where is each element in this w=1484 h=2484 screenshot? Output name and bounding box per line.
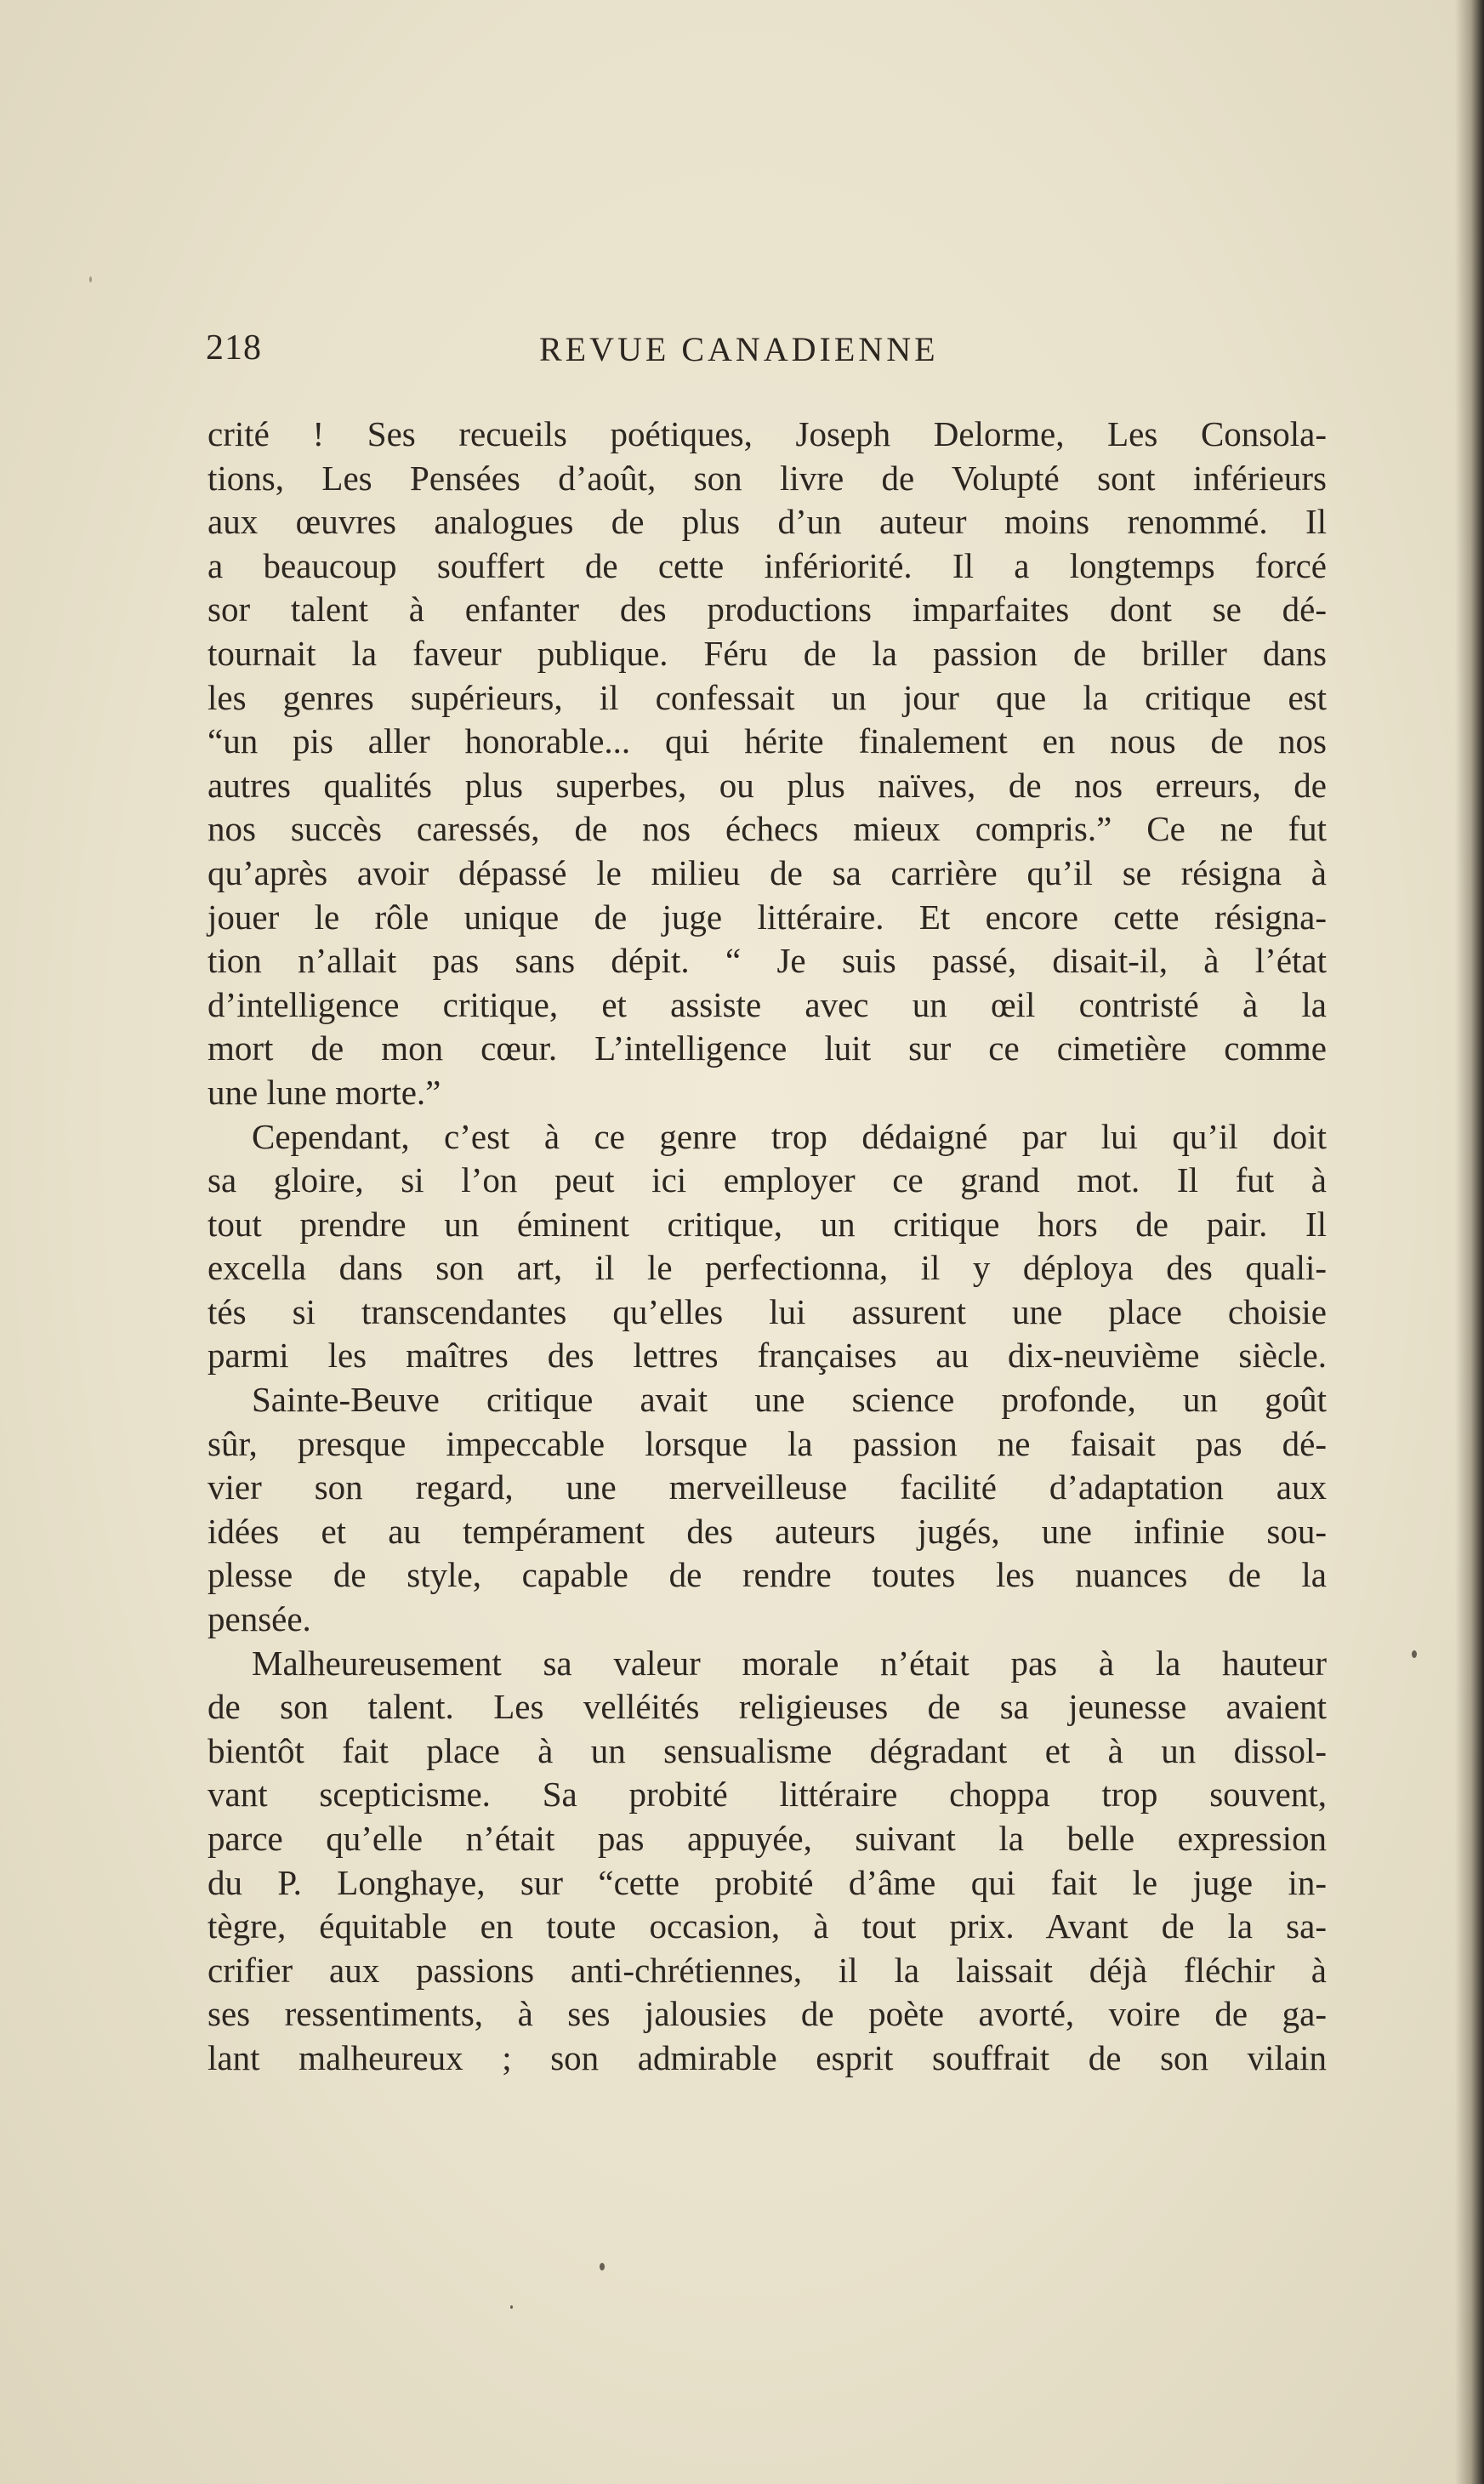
text-line: d’intelligence critique, et assiste avec un œil contristé à la	[208, 984, 1327, 1024]
text-line: une lune morte.”	[208, 1072, 441, 1112]
text-line: a beaucoup souffert de cette infériorité. Il a longtemps forcé	[208, 545, 1327, 585]
text-line: vier son regard, une merveilleuse facilité d’adaptation aux	[208, 1467, 1327, 1507]
text-line: tout prendre un éminent critique, un critique hors de pair. Il	[208, 1204, 1327, 1244]
text-line: mort de mon cœur. L’intelligence luit sur ce cimetière comme	[208, 1028, 1327, 1068]
text-line: aux œuvres analogues de plus d’un auteur moins renommé. Il	[208, 502, 1327, 542]
text-line: nos succès caressés, de nos échecs mieux compris.” Ce ne fut	[208, 809, 1327, 849]
text-line: sûr, presque impeccable lorsque la passion ne faisait pas dé-	[208, 1423, 1327, 1463]
text-line: sa gloire, si l’on peut ici employer ce grand mot. Il fut à	[208, 1160, 1327, 1200]
text-line: crifier aux passions anti-chrétiennes, il la laissait déjà fléchir à	[208, 1950, 1327, 1990]
paper-speck	[510, 2305, 513, 2309]
page-header	[206, 328, 1328, 379]
text-line: tion n’allait pas sans dépit. “ Je suis passé, disait-il, à l’état	[208, 941, 1327, 981]
text-line: tournait la faveur publique. Féru de la passion de briller dans	[208, 633, 1327, 673]
text-line: parce qu’elle n’était pas appuyée, suivant la belle expression	[208, 1819, 1327, 1858]
page-number: 218	[206, 328, 262, 367]
page-edge-shadow	[1455, 0, 1484, 2484]
text-line: idées et au tempérament des auteurs jugés, une infinie sou-	[208, 1511, 1327, 1551]
text-line: “un pis aller honorable... qui hérite finalement en nous de nos	[208, 721, 1327, 761]
text-line: les genres supérieurs, il confessait un jour que la critique est	[208, 677, 1327, 717]
text-line: autres qualités plus superbes, ou plus naïves, de nos erreurs, de	[208, 765, 1327, 805]
text-line: Cependant, c’est à ce genre trop dédaigné par lui qu’il doit	[252, 1116, 1327, 1156]
text-line: ses ressentiments, à ses jalousies de poète avorté, voire de ga-	[208, 1994, 1327, 2034]
text-line: lant malheureux ; son admirable esprit souffrait de son vilain	[208, 2037, 1327, 2077]
text-line: vant scepticisme. Sa probité littéraire choppa trop souvent,	[208, 1775, 1327, 1815]
text-line: de son talent. Les velléités religieuses de sa jeunesse avaient	[208, 1687, 1327, 1727]
text-line: plesse de style, capable de rendre toutes les nuances de la	[208, 1555, 1327, 1595]
text-line: excella dans son art, il le perfectionna, il y déploya des quali-	[208, 1248, 1327, 1288]
body-text	[208, 413, 1327, 2081]
text-line: tions, Les Pensées d’août, son livre de Volupté sont inférieurs	[208, 458, 1327, 498]
text-line: jouer le rôle unique de juge littéraire. Et encore cette résigna-	[208, 897, 1327, 937]
text-line: qu’après avoir dépassé le milieu de sa carrière qu’il se résigna à	[208, 852, 1327, 892]
text-line: sor talent à enfanter des productions imparfaites dont se dé-	[208, 590, 1327, 630]
text-line: tègre, équitable en toute occasion, à tout prix. Avant de la sa-	[208, 1906, 1327, 1946]
text-line: du P. Longhaye, sur “cette probité d’âme qui fait le juge in-	[208, 1862, 1327, 1902]
text-line: pensée.	[208, 1599, 311, 1639]
text-line: crité ! Ses recueils poétiques, Joseph Delorme, Les Consola-	[208, 414, 1327, 453]
text-line: Malheureusement sa valeur morale n’était pas à la hauteur	[252, 1643, 1327, 1683]
paper-speck	[89, 276, 92, 282]
text-line: tés si transcendantes qu’elles lui assurent une place choisie	[208, 1291, 1327, 1331]
text-line: Sainte-Beuve critique avait une science profonde, un goût	[252, 1380, 1327, 1420]
text-line: bientôt fait place à un sensualisme dégradant et à un dissol-	[208, 1730, 1327, 1770]
paper-speck	[1412, 1650, 1417, 1658]
running-title: REVUE CANADIENNE	[539, 330, 939, 368]
text-line: parmi les maîtres des lettres françaises au dix-neuvième siècle.	[208, 1336, 1327, 1376]
paper-speck	[600, 2263, 605, 2270]
